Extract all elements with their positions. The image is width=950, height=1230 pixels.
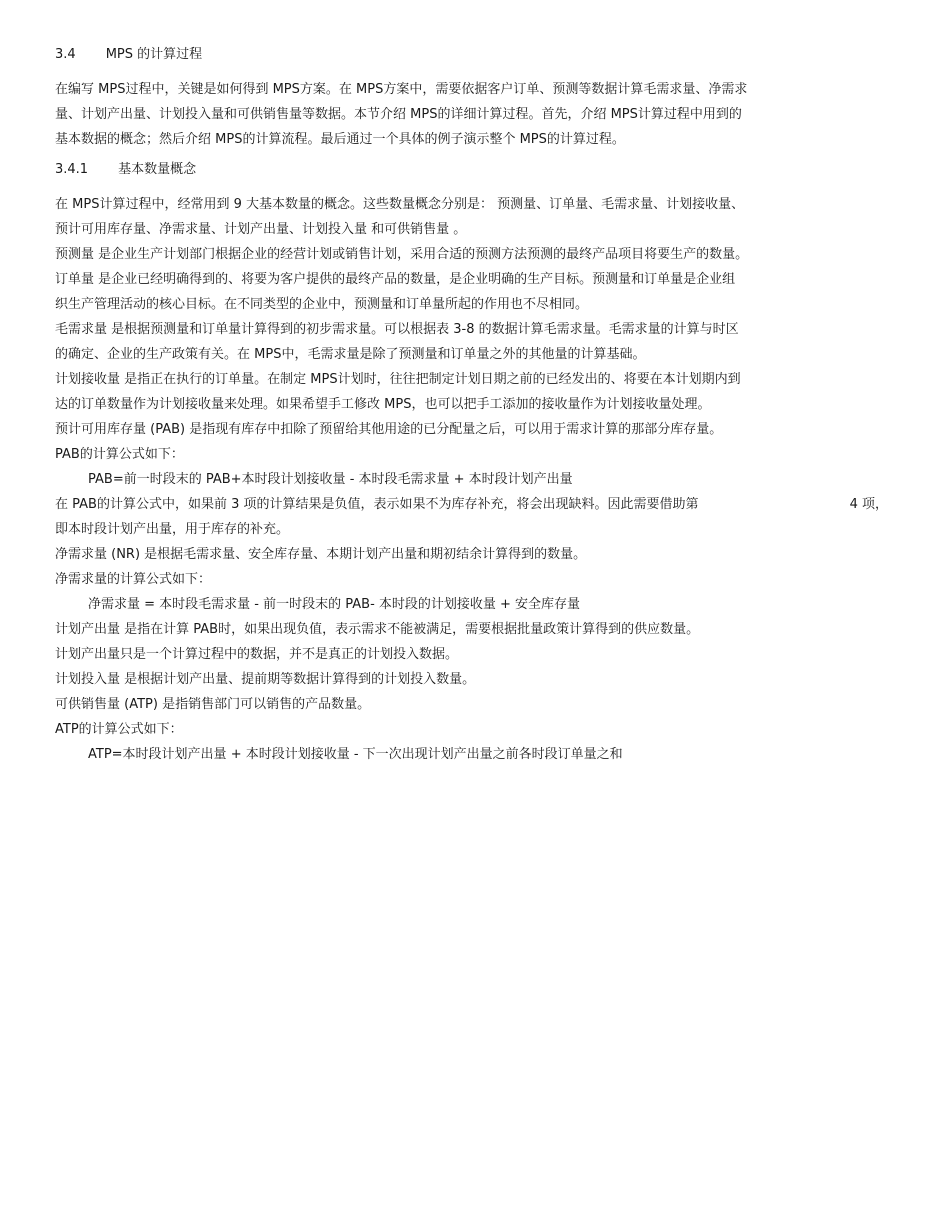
body-line: 达的订单数量作为计划接收量来处理。如果希望手工修改 MPS，也可以把手工添加的接收量作为计划接收量处理。 [55, 397, 711, 412]
pab-note-line: 在 PAB的计算公式中，如果前 3 项的计算结果是负值，表示如果不为库存补充，将会出现缺料。因此需要借助第 [55, 497, 699, 512]
nr-formula-intro: 净需求量的计算公式如下： [55, 572, 212, 587]
subsection-title: 基本数量概念 [118, 162, 197, 177]
tail-line: 计划投入量 是根据计划产出量、提前期等数据计算得到的计划投入数量。 [55, 672, 476, 687]
subsection-heading [55, 162, 196, 178]
body-line: 订单量 是企业已经明确得到的、将要为客户提供的最终产品的数量，是企业明确的生产目标。预测量和订单量是企业组 [55, 272, 736, 287]
body-line: 织生产管理活动的核心目标。在不同类型的企业中，预测量和订单量所起的作用也不尽相同。 [55, 297, 589, 312]
body-line: 预计可用库存量 (PAB) 是指现有库存中扣除了预留给其他用途的已分配量之后，可以用于需求计算的那部分库存量。 [55, 422, 723, 437]
pab-note-line-end: 4 项， [849, 497, 888, 512]
tail-line: ATP的计算公式如下： [55, 722, 183, 737]
tail-line: 可供销售量 (ATP) 是指销售部门可以销售的产品数量。 [55, 697, 371, 712]
nr-definition: 净需求量 (NR) 是根据毛需求量、安全库存量、本期计划产出量和期初结余计算得到的数量。 [55, 547, 587, 562]
body-line: 的确定、企业的生产政策有关。在 MPS中，毛需求量是除了预测量和订单量之外的其他量的计算基础。 [55, 347, 646, 362]
section-number: 3.4 [55, 47, 76, 62]
section-heading [55, 47, 202, 63]
intro-line: 量、计划产出量、计划投入量和可供销售量等数据。本节介绍 MPS的详细计算过程。首先，介绍 MPS计算过程中用到的 [55, 107, 742, 122]
body-line: PAB的计算公式如下： [55, 447, 184, 462]
atp-formula: ATP=本时段计划产出量 + 本时段计划接收量 - 下一次出现计划产出量之前各时段订单量之和 [88, 747, 623, 762]
body-line: 预计可用库存量、净需求量、计划产出量、计划投入量 和可供销售量 。 [55, 222, 467, 237]
section-title: MPS 的计算过程 [105, 47, 203, 62]
intro-line: 在编写 MPS过程中，关键是如何得到 MPS方案。在 MPS方案中，需要依据客户订单、预测等数据计算毛需求量、净需求 [55, 82, 748, 97]
pab-note-line: 即本时段计划产出量，用于库存的补充。 [55, 522, 290, 537]
tail-line: 计划产出量 是指在计算 PAB时，如果出现负值，表示需求不能被满足，需要根据批量政策计算得到的供应数量。 [55, 622, 700, 637]
body-line: 预测量 是企业生产计划部门根据企业的经营计划或销售计划，采用合适的预测方法预测的最终产品项目将要生产的数量。 [55, 247, 749, 262]
intro-line: 基本数据的概念；然后介绍 MPS的计算流程。最后通过一个具体的例子演示整个 MPS的计算过程。 [55, 132, 625, 147]
nr-formula: 净需求量 = 本时段毛需求量 - 前一时段末的 PAB- 本时段的计划接收量 + 安全库存量 [88, 597, 581, 612]
body-line: 毛需求量 是根据预测量和订单量计算得到的初步需求量。可以根据表 3-8 的数据计算毛需求量。毛需求量的计算与时区 [55, 322, 739, 337]
subsection-number: 3.4.1 [55, 162, 89, 177]
body-line: 在 MPS计算过程中，经常用到 9 大基本数量的概念。这些数量概念分别是： 预测量、订单量、毛需求量、计划接收量、 [55, 197, 745, 212]
tail-line: 计划产出量只是一个计算过程中的数据，并不是真正的计划投入数据。 [55, 647, 459, 662]
body-line: 计划接收量 是指正在执行的订单量。在制定 MPS计划时，往往把制定计划日期之前的已经发出的、将要在本计划期内到 [55, 372, 741, 387]
pab-formula: PAB=前一时段末的 PAB+本时段计划接收量 - 本时段毛需求量 + 本时段计划产出量 [88, 472, 573, 487]
